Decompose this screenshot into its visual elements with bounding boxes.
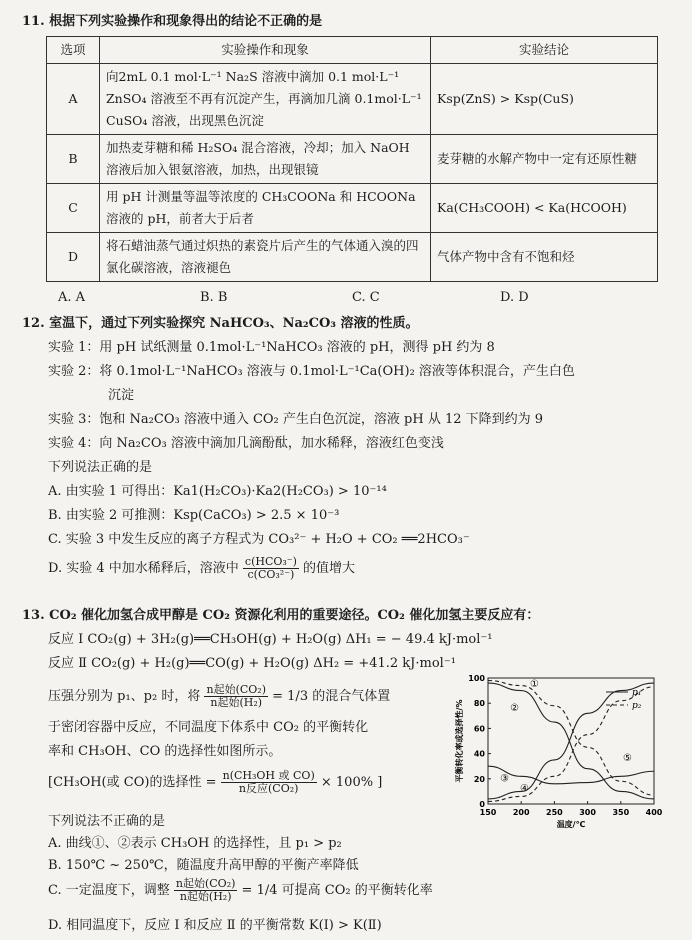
row-conclusion: Ka(CH₃COOH) < Ka(HCOOH): [431, 184, 658, 233]
q13-paragraph-line-1: [48, 684, 390, 709]
fraction-numerator: n起始(CO₂): [206, 683, 266, 696]
formula-prefix: [CH₃OH(或 CO)的选择性 =: [48, 775, 217, 790]
y-tick-label: 40: [473, 749, 485, 759]
row-conclusion: Ksp(ZnS) > Ksp(CuS): [431, 64, 658, 135]
q12-choice-a[interactable]: A. 由实验 1 可得出：Ka1(H₂CO₃)·Ka2(H₂CO₃) > 10⁻¹⁴: [48, 484, 387, 499]
fraction-denominator: n起始(H₂): [179, 890, 232, 903]
series-line: [488, 683, 654, 799]
table-header-experiment: 实验操作和现象: [100, 37, 431, 64]
fraction-numerator: n(CH₃OH 或 CO): [222, 769, 315, 782]
table-header-conclusion: 实验结论: [431, 37, 658, 64]
x-tick-label: 400: [645, 808, 662, 817]
q12-d-suffix: 的值增大: [303, 561, 356, 576]
x-tick-label: 300: [579, 808, 596, 817]
y-tick-label: 20: [473, 774, 485, 784]
curve-label: ①: [529, 678, 539, 690]
q13-choice-c[interactable]: [48, 878, 433, 903]
q13-p-prefix: 压强分别为 p₁、p₂ 时，将: [48, 689, 201, 704]
curve-label: ③: [500, 773, 510, 785]
x-tick-label: 350: [612, 808, 630, 817]
q13-c-prefix: C. 一定温度下，调整: [48, 883, 170, 898]
q13-reaction-2: 反应 Ⅱ CO₂(g) + H₂(g)══CO(g) + H₂O(g) ΔH₂ = +41.2 kJ·mol⁻¹: [48, 656, 456, 671]
q13-ratio-fraction: [204, 684, 268, 709]
q13-c-fraction: [174, 878, 238, 903]
table-row: [47, 64, 658, 135]
plot-frame: [488, 678, 654, 804]
q12-experiment-3: 实验 3：饱和 Na₂CO₃ 溶液中通入 CO₂ 产生白色沉淀，溶液 pH 从 12 下降到约为 9: [48, 412, 544, 427]
fraction-denominator: n反应(CO₂): [238, 782, 299, 795]
q12-experiment-2-cont: 沉淀: [108, 388, 135, 403]
q12-experiment-2: 实验 2：将 0.1mol·L⁻¹NaHCO₃ 溶液与 0.1mol·L⁻¹Ca(OH)₂ 溶液等体积混合，产生白色: [48, 364, 575, 379]
formula-suffix: × 100% ]: [320, 775, 383, 790]
table-row: [47, 233, 658, 282]
q12-d-fraction: [243, 556, 299, 581]
x-axis-label: 温度/℃: [556, 820, 586, 829]
q13-question: 下列说法不正确的是: [48, 814, 166, 829]
y-tick-label: 80: [473, 699, 485, 709]
legend-label: p₂: [632, 701, 642, 711]
q12-choice-b[interactable]: B. 由实验 2 可推测：Ksp(CaCO₃) > 2.5 × 10⁻³: [48, 508, 340, 523]
series-line: [488, 683, 654, 799]
row-option: B: [47, 135, 100, 184]
row-experiment: 用 pH 计测量等温等浓度的 CH₃COONa 和 HCOONa 溶液的 pH，前者大于后者: [100, 184, 431, 233]
table-row: [47, 135, 658, 184]
y-tick-label: 0: [479, 800, 485, 809]
equilibrium-chart: [452, 670, 662, 838]
q11-choice-b[interactable]: B. B: [200, 290, 228, 305]
x-tick-label: 200: [512, 808, 530, 817]
legend-label: p₁: [632, 688, 642, 698]
fraction-denominator: n起始(H₂): [210, 696, 263, 709]
q12-experiment-1: 实验 1：用 pH 试纸测量 0.1mol·L⁻¹NaHCO₃ 溶液的 pH，测得 pH 约为 8: [48, 340, 495, 355]
row-conclusion: 气体产物中含有不饱和烃: [431, 233, 658, 282]
row-option: A: [47, 64, 100, 135]
q13-choice-a[interactable]: A. 曲线①、②表示 CH₃OH 的选择性，且 p₁ > p₂: [48, 836, 342, 851]
x-tick-label: 250: [546, 808, 563, 817]
q11-choice-a[interactable]: A. A: [58, 290, 86, 305]
q13-paragraph-line-2: 于密闭容器中反应，不同温度下体系中 CO₂ 的平衡转化: [48, 720, 369, 735]
q12-stem: 12. 室温下，通过下列实验探究 NaHCO₃、Na₂CO₃ 溶液的性质。: [22, 316, 419, 331]
q13-c-suffix: = 1/4 可提高 CO₂ 的平衡转化率: [241, 883, 433, 898]
q12-question: 下列说法正确的是: [48, 460, 153, 475]
series-line: [488, 766, 654, 784]
q13-choice-b[interactable]: B. 150℃ ~ 250℃，随温度升高甲醇的平衡产率降低: [48, 858, 359, 873]
q11-choice-c[interactable]: C. C: [352, 290, 380, 305]
q12-choice-d[interactable]: [48, 556, 355, 581]
q11-stem: 11. 根据下列实验操作和现象得出的结论不正确的是: [22, 14, 323, 29]
q13-stem: 13. CO₂ 催化加氢合成甲醇是 CO₂ 资源化利用的重要途径。CO₂ 催化加氢主要反应有：: [22, 608, 540, 623]
q13-p-suffix: = 1/3 的混合气体置: [272, 689, 391, 704]
fraction-numerator: c(HCO₃⁻): [244, 555, 297, 568]
q13-paragraph-line-3: 率和 CH₃OH、CO 的选择性如图所示。: [48, 744, 282, 759]
y-tick-label: 100: [468, 674, 485, 683]
row-option: D: [47, 233, 100, 282]
q13-selectivity-formula: [48, 770, 382, 795]
row-option: C: [47, 184, 100, 233]
fraction-denominator: c(CO₃²⁻): [247, 568, 295, 581]
x-tick-label: 150: [479, 808, 497, 817]
table-row: [47, 184, 658, 233]
table-header-option: 选项: [47, 37, 100, 64]
q11-table: [46, 36, 658, 282]
q12-choice-c[interactable]: C. 实验 3 中发生反应的离子方程式为 CO₃²⁻ + H₂O + CO₂ ══2HCO₃⁻: [48, 532, 470, 547]
q11-choice-d[interactable]: D. D: [500, 290, 529, 305]
curve-label: ②: [510, 702, 520, 714]
selectivity-fraction: [221, 770, 317, 795]
curve-label: ④: [520, 783, 530, 795]
q12-d-prefix: D. 实验 4 中加水稀释后，溶液中: [48, 561, 239, 576]
row-experiment: 加热麦芽糖和稀 H₂SO₄ 混合溶液，冷却；加入 NaOH 溶液后加入银氨溶液，加热，出现银镜: [100, 135, 431, 184]
row-conclusion: 麦芽糖的水解产物中一定有还原性糖: [431, 135, 658, 184]
curve-label: ⑤: [622, 753, 632, 765]
y-axis-label: 平衡转化率或选择性/%: [455, 699, 464, 783]
row-experiment: 向2mL 0.1 mol·L⁻¹ Na₂S 溶液中滴加 0.1 mol·L⁻¹ ZnSO₄ 溶液至不再有沉淀产生，再滴加几滴 0.1mol·L⁻¹ CuSO₄ 溶液，出现黑色沉淀: [100, 64, 431, 135]
q13-choice-d[interactable]: D. 相同温度下，反应 Ⅰ 和反应 Ⅱ 的平衡常数 K(Ⅰ) > K(Ⅱ): [48, 918, 382, 933]
row-experiment: 将石蜡油蒸气通过炽热的素瓷片后产生的气体通入溴的四氯化碳溶液，溶液褪色: [100, 233, 431, 282]
fraction-numerator: n起始(CO₂): [175, 877, 236, 890]
y-tick-label: 60: [473, 724, 485, 734]
q13-reaction-1: 反应 Ⅰ CO₂(g) + 3H₂(g)══CH₃OH(g) + H₂O(g) ΔH₁ = − 49.4 kJ·mol⁻¹: [48, 632, 493, 647]
q12-experiment-4: 实验 4：向 Na₂CO₃ 溶液中滴加几滴酚酞，加水稀释，溶液红色变浅: [48, 436, 444, 451]
